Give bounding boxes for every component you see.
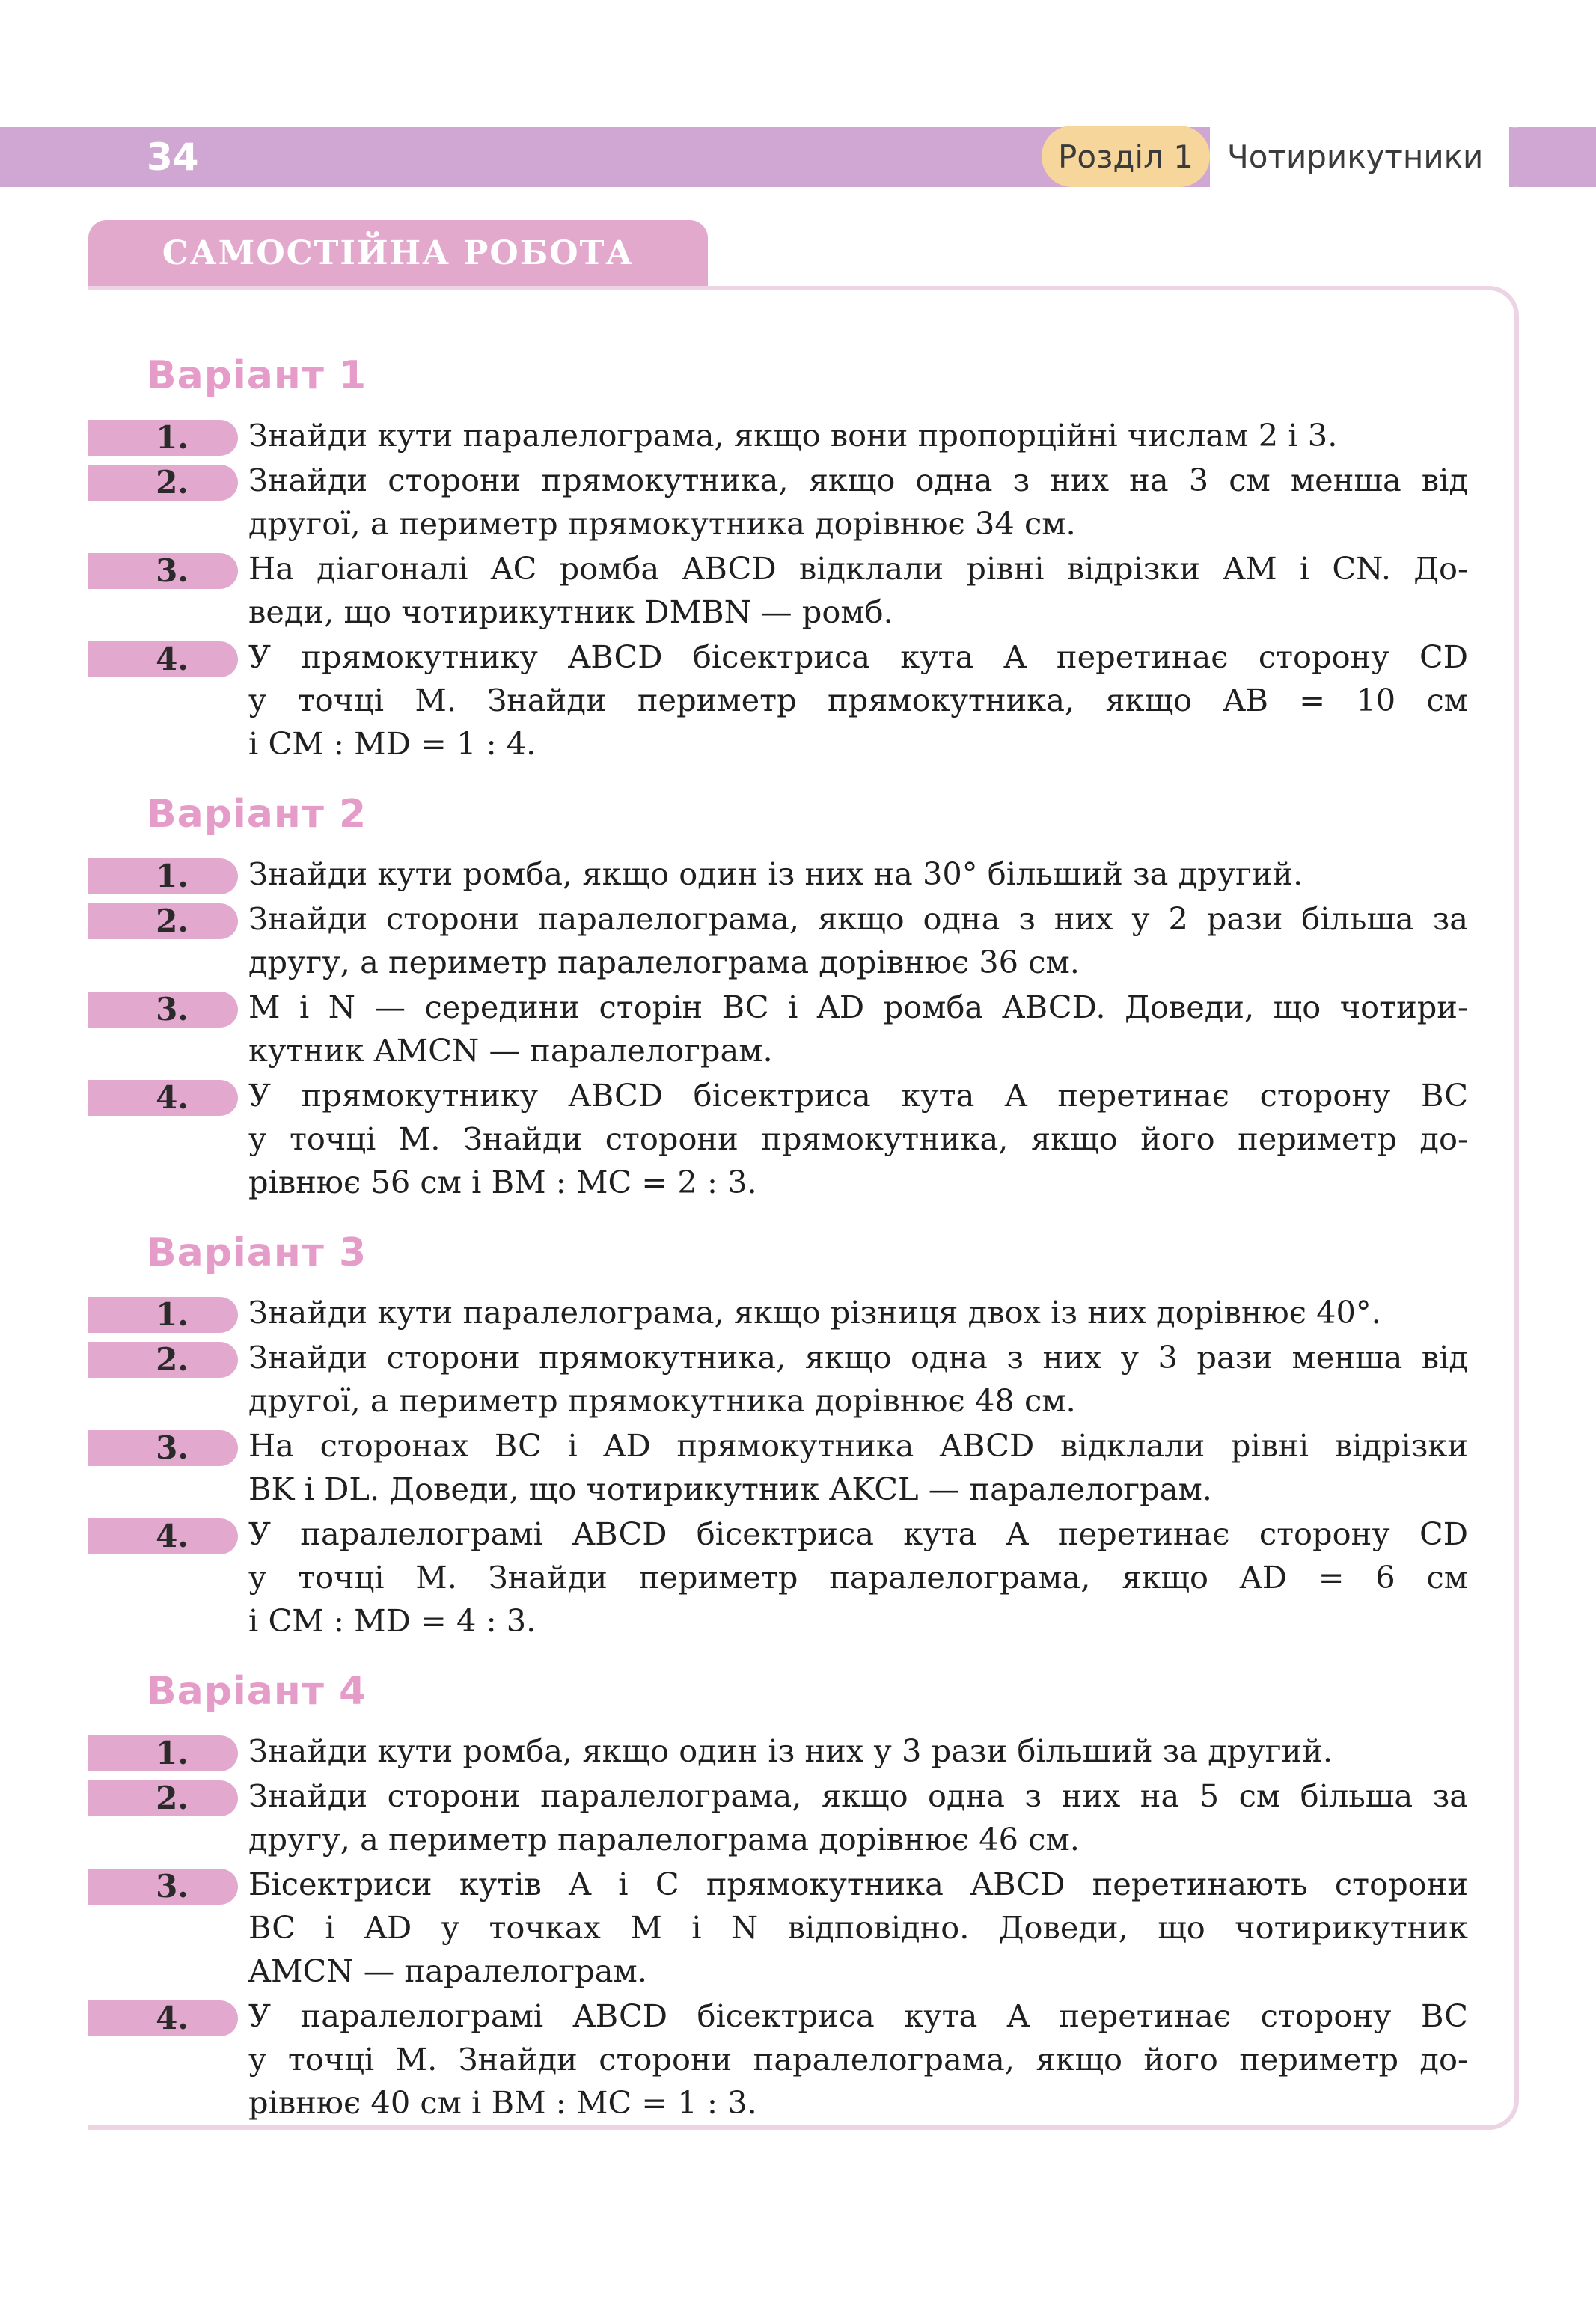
task-number: 3. xyxy=(156,1868,189,1905)
task-number: 4. xyxy=(156,2000,189,2036)
task-text-line: Знайди сторони паралелограма, якщо одна з них у 2 рази більша за xyxy=(248,900,1468,937)
task-text-line: BC і AD у точках M і N відповідно. Доведи, що чотирикутник xyxy=(248,1909,1468,1946)
task-number: 1. xyxy=(156,1296,189,1333)
task-number: 3. xyxy=(156,552,189,589)
task-text-line: Знайди кути ромба, якщо один із них у 3 рази більший за другий. xyxy=(248,1733,1333,1769)
task-text-line: другу, а периметр паралелограма дорівнює 36 см. xyxy=(248,944,1080,980)
task-text-line: У паралелограмі ABCD бісектриса кута A перетинає сторону CD xyxy=(248,1515,1468,1552)
task-number: 2. xyxy=(156,1341,189,1378)
task-text-line: другої, а периметр прямокутника дорівнює 34 см. xyxy=(248,505,1076,542)
task-text-line: веди, що чотирикутник DMBN — ромб. xyxy=(248,593,893,630)
task-text-line: У прямокутнику ABCD бісектриса кута A перетинає сторону CD xyxy=(248,638,1468,675)
task-number: 1. xyxy=(156,1735,189,1771)
task-text-line: другої, а периметр прямокутника дорівнює 48 см. xyxy=(248,1382,1076,1419)
task-number: 2. xyxy=(156,903,189,939)
task-text-line: Бісектриси кутів A і C прямокутника ABCD перетинають сторони xyxy=(248,1866,1468,1902)
section-title: САМОСТІЙНА РОБОТА xyxy=(88,220,708,286)
task-text-line: кутник AMCN — паралелограм. xyxy=(248,1032,773,1069)
task-text-line: Знайди сторони прямокутника, якщо одна з них на 3 см менша від xyxy=(248,462,1468,498)
task-text-line: у точці M. Знайди периметр прямокутника, якщо AB = 10 см xyxy=(248,682,1468,718)
task-text-line: BK і DL. Доведи, що чотирикутник AKCL — паралелограм. xyxy=(248,1471,1212,1507)
task-number: 4. xyxy=(156,1518,189,1554)
task-text-line: рівнює 40 см і BM : MC = 1 : 3. xyxy=(248,2084,757,2121)
task-text-line: у точці M. Знайди периметр паралелограма, якщо AD = 6 см xyxy=(248,1559,1468,1596)
task-text-line: AMCN — паралелограм. xyxy=(248,1953,647,1989)
task-text-line: У паралелограмі ABCD бісектриса кута A перетинає сторону BC xyxy=(248,1997,1468,2034)
task-number: 4. xyxy=(156,641,189,677)
task-text-line: M і N — середини сторін BC і AD ромба ABCD. Доведи, що чотири- xyxy=(248,989,1468,1025)
variant-heading: Варіант 3 xyxy=(147,1230,367,1275)
task-number: 1. xyxy=(156,858,189,894)
task-text-line: На сторонах BC і AD прямокутника ABCD відклали рівні відрізки xyxy=(248,1427,1468,1464)
section-badge: Розділ 1 xyxy=(1042,126,1210,187)
task-text-line: і CM : MD = 4 : 3. xyxy=(248,1602,536,1639)
task-text-line: другу, а периметр паралелограма дорівнює 46 см. xyxy=(248,1821,1080,1857)
task-text-line: у точці M. Знайди сторони паралелограма, якщо його периметр до- xyxy=(248,2041,1468,2078)
variant-heading: Варіант 4 xyxy=(147,1669,367,1714)
task-text-line: і CM : MD = 1 : 4. xyxy=(248,725,536,762)
task-number: 3. xyxy=(156,991,189,1028)
task-text-line: На діагоналі AC ромба ABCD відклали рівні відрізки AM і CN. До- xyxy=(248,550,1468,587)
task-text-line: у точці M. Знайди сторони прямокутника, якщо його периметр до- xyxy=(248,1120,1468,1157)
task-number: 2. xyxy=(156,1780,189,1816)
task-text-line: У прямокутнику ABCD бісектриса кута A перетинає сторону BC xyxy=(248,1077,1468,1114)
task-number: 4. xyxy=(156,1079,189,1116)
chapter-title: Чотирикутники xyxy=(1227,138,1484,175)
task-text-line: Знайди кути паралелограма, якщо вони пропорційні числам 2 і 3. xyxy=(248,417,1338,454)
task-text-line: Знайди сторони паралелограма, якщо одна з них на 5 см більша за xyxy=(248,1777,1468,1814)
page-number: 34 xyxy=(147,135,199,179)
task-number: 2. xyxy=(156,464,189,501)
task-text-line: Знайди кути паралелограма, якщо різниця двох із них дорівнює 40°. xyxy=(248,1294,1381,1331)
task-text-line: рівнює 56 см і BM : MC = 2 : 3. xyxy=(248,1164,757,1200)
task-text-line: Знайди кути ромба, якщо один із них на 30° більший за другий. xyxy=(248,855,1303,892)
task-number: 1. xyxy=(156,419,189,456)
task-text-line: Знайди сторони прямокутника, якщо одна з них у 3 рази менша від xyxy=(248,1339,1468,1376)
task-number: 3. xyxy=(156,1429,189,1466)
variant-heading: Варіант 1 xyxy=(147,353,367,398)
variant-heading: Варіант 2 xyxy=(147,792,367,837)
